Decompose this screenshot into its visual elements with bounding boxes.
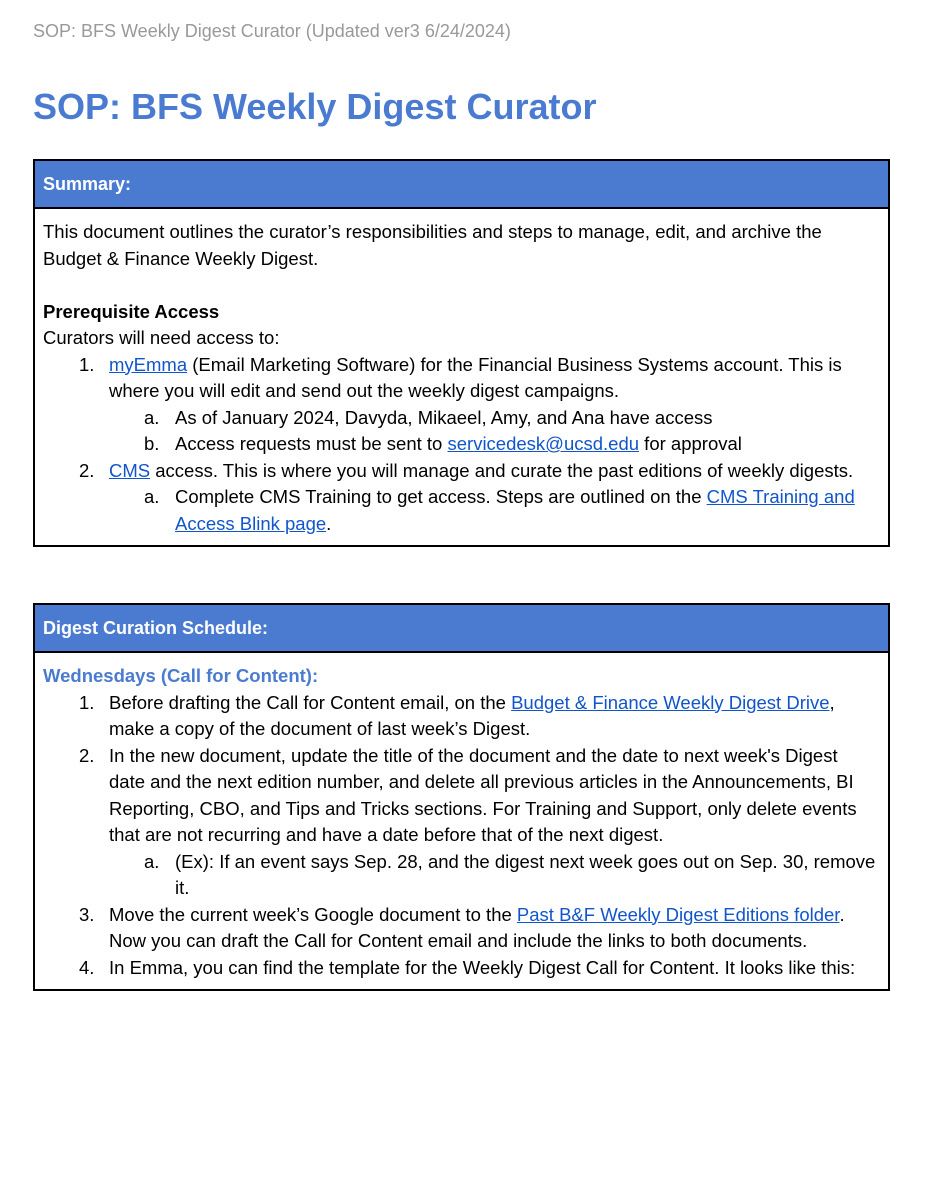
list-item [43,902,876,955]
servicedesk-email-link[interactable]: servicedesk@ucsd.edu [447,433,640,454]
list-item-text: access. This is where you will manage and curate the past editions of weekly digests. [150,459,854,481]
list-item [43,352,876,405]
list-marker: 2. [79,459,95,481]
schedule-heading: Digest Curation Schedule: [35,605,888,653]
schedule-section [33,603,890,991]
list-item [43,431,876,458]
list-item-text: In the new document, update the title of the document and the date to next week's Digest date and the next edition number, and delete all previous articles in the Announcements, BI Reporting, CBO, and Tips and Tricks sections. For Training and Support, only delete events that are not recurring and have a date before that of the next digest. [109,744,857,845]
list-item-text: (Email Marketing Software) for the Financial Business Systems account. This is where you will edit and send out the weekly digest campaigns. [109,353,842,401]
prereq-heading: Prerequisite Access [43,300,220,322]
past-editions-folder-link[interactable]: Past B&F Weekly Digest Editions folder [516,903,840,925]
cms-training-link[interactable]: CMS Training and Access Blink page [175,486,855,534]
list-item [43,405,876,432]
list-marker: a. [144,406,160,428]
digest-drive-link[interactable]: Budget & Finance Weekly Digest Drive [511,691,830,713]
wednesdays-subheading: Wednesdays (Call for Content): [43,665,319,686]
list-item [43,743,876,849]
list-item [43,458,876,485]
list-marker: 3. [79,903,95,925]
list-item-text: for approval [639,433,742,454]
schedule-list [43,690,876,982]
list-marker: a. [144,850,160,872]
list-item-text: (Ex): If an event says Sep. 28, and the digest next week goes out on Sep. 30, remove it. [175,850,876,898]
list-item-text: Complete CMS Training to get access. Steps are outlined on the [175,486,707,507]
list-item-text: . Now you can draft the Call for Content email and include the links to both documents. [109,903,845,951]
prereq-list [43,352,876,538]
spacer [43,272,876,299]
list-marker: 1. [79,353,95,375]
summary-heading: Summary: [35,161,888,209]
document-title: SOP: BFS Weekly Digest Curator [33,86,597,127]
list-marker: b. [144,433,160,454]
list-item [43,955,876,982]
schedule-body [35,653,888,989]
prereq-intro: Curators will need access to: [43,327,280,348]
list-marker: a. [144,486,160,507]
list-item-text: In Emma, you can find the template for the Weekly Digest Call for Content. It looks like this: [109,956,856,978]
myemma-link[interactable]: myEmma [109,353,188,375]
list-item-text: Move the current week’s Google document to the [109,903,517,925]
list-marker: 1. [79,691,95,713]
list-item [43,690,876,743]
summary-body [35,209,888,545]
list-item-text: . [326,512,332,534]
cms-link[interactable]: CMS [109,459,151,481]
summary-section [33,159,890,547]
list-marker: 2. [79,744,95,766]
list-item-text: As of January 2024, Davyda, Mikaeel, Amy, and Ana have access [175,406,713,428]
summary-intro: This document outlines the curator’s responsibilities and steps to manage, edit, and archive the Budget & Finance Weekly Digest. [43,221,822,269]
list-item-text: Access requests must be sent to [175,433,448,454]
list-item [43,484,876,537]
list-item-text: Before drafting the Call for Content email, on the [109,691,512,713]
list-marker: 4. [79,956,95,978]
list-item-text: , make a copy of the document of last week’s Digest. [109,691,835,739]
list-item [43,849,876,902]
document-header: SOP: BFS Weekly Digest Curator (Updated ver3 6/24/2024) [33,21,511,41]
